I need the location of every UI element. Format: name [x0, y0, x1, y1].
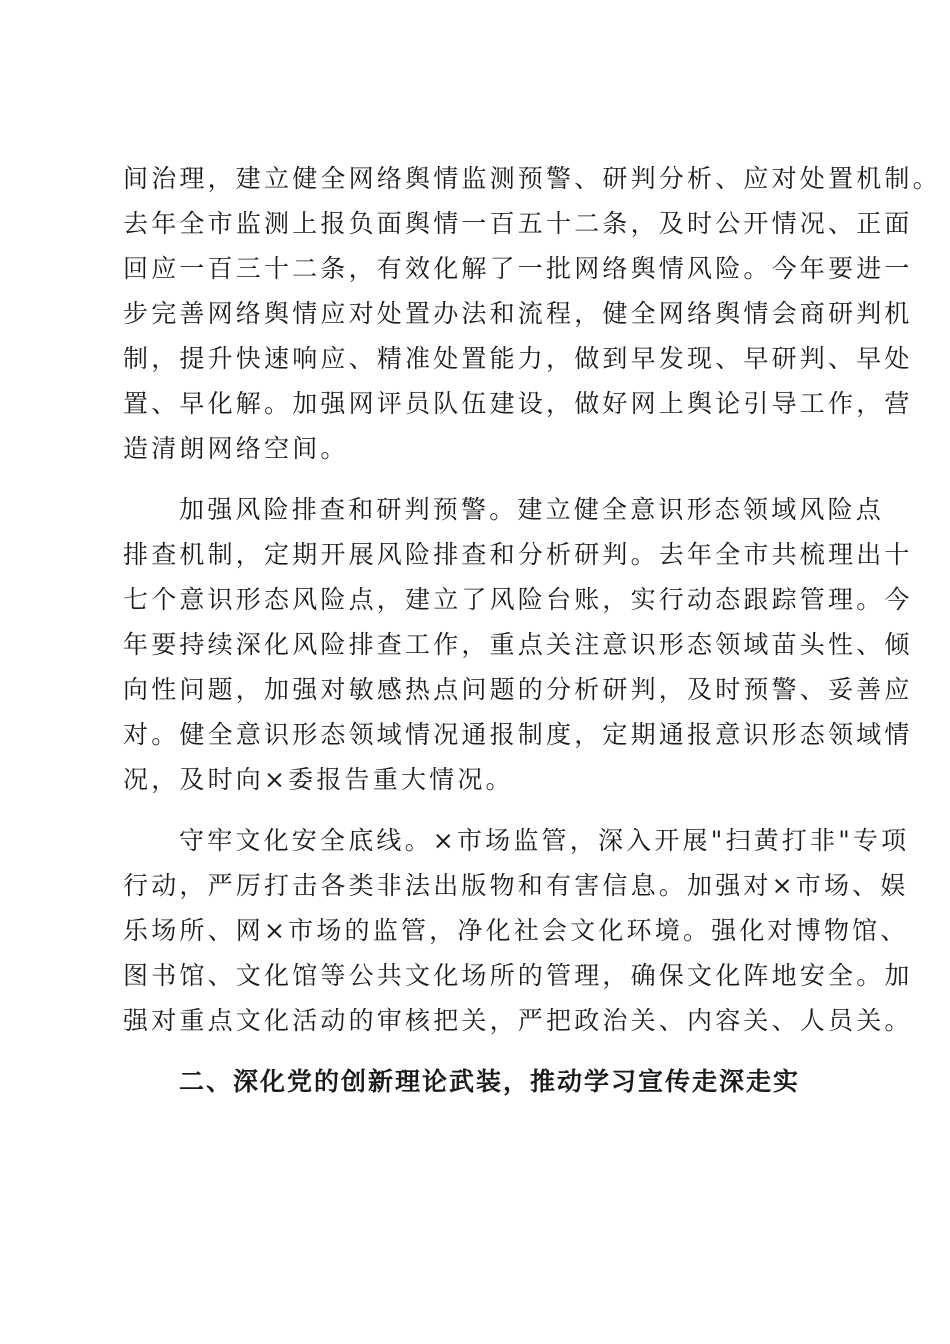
text-line: 强对重点文化活动的审核把关，严把政治关、内容关、人员关。 [123, 1006, 913, 1035]
text-line: 回应一百三十二条，有效化解了一批网络舆情风险。今年要进一 [123, 254, 913, 283]
text-line: 排查机制，定期开展风险排查和分析研判。去年全市共梳理出十 [123, 540, 913, 569]
paragraph-cultural-security [123, 818, 913, 1043]
document-body [123, 156, 941, 1104]
text-line: 况，及时向×委报告重大情况。 [123, 765, 514, 794]
text-line: 乐场所、网×市场的监管，净化社会文化环境。强化对博物馆、 [123, 916, 909, 945]
text-line: 图书馆、文化馆等公共文化场所的管理，确保文化阵地安全。加 [123, 961, 913, 990]
text-line: 向性问题，加强对敏感热点问题的分析研判，及时预警、妥善应 [123, 675, 913, 704]
paragraph-network-opinion [123, 156, 941, 471]
section-heading: 二、深化党的创新理论武装，推动学习宣传走深走实 [179, 1067, 801, 1096]
text-line: 置、早化解。加强网评员队伍建设，做好网上舆论引导工作，营 [123, 389, 913, 418]
text-line: 步完善网络舆情应对处置办法和流程，健全网络舆情会商研判机 [123, 299, 913, 328]
text-line: 造清朗网络空间。 [123, 434, 349, 463]
text-line: 加强风险排查和研判预警。建立健全意识形态领域风险点 [179, 495, 885, 524]
text-line: 对。健全意识形态领域情况通报制度，定期通报意识形态领域情 [123, 720, 913, 749]
text-line: 行动，严厉打击各类非法出版物和有害信息。加强对×市场、娱 [123, 871, 909, 900]
text-line: 去年全市监测上报负面舆情一百五十二条，及时公开情况、正面 [123, 209, 913, 238]
text-line: 制，提升快速响应、精准处置能力，做到早发现、早研判、早处 [123, 344, 913, 373]
text-line: 间治理，建立健全网络舆情监测预警、研判分析、应对处置机制。 [123, 164, 941, 193]
text-line: 守牢文化安全底线。×市场监管，深入开展"扫黄打非"专项 [179, 826, 910, 855]
text-line: 七个意识形态风险点，建立了风险台账，实行动态跟踪管理。今 [123, 585, 913, 614]
paragraph-risk-screening [123, 487, 913, 802]
text-line: 年要持续深化风险排查工作，重点关注意识形态领域苗头性、倾 [123, 630, 913, 659]
